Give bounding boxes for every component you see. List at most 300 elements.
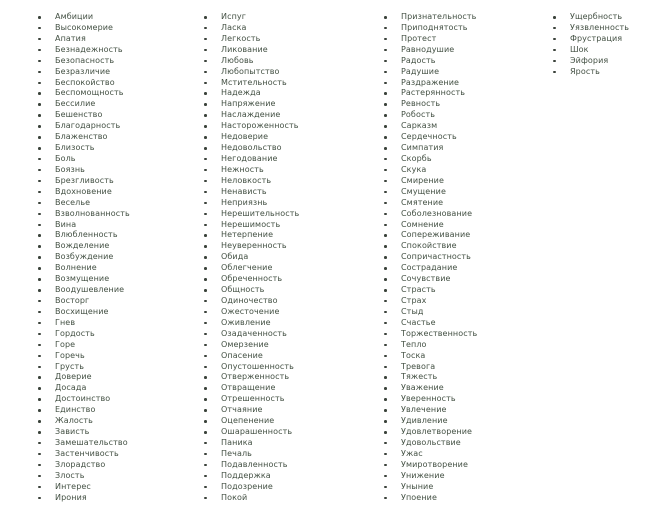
word-label: Отрешенность [221, 394, 285, 404]
list-item [384, 362, 477, 373]
bullet-icon [384, 202, 387, 205]
bullet-icon [204, 278, 207, 281]
word-label: Доверие [55, 372, 92, 382]
list-item [38, 405, 130, 416]
word-label: Упоение [401, 492, 437, 502]
word-label: Бессилие [55, 99, 96, 109]
list-item [38, 56, 130, 67]
word-column-4 [553, 12, 629, 78]
list-item [384, 405, 477, 416]
word-label: Сарказм [401, 121, 438, 131]
word-label: Обреченность [221, 274, 283, 284]
bullet-icon [204, 431, 207, 434]
bullet-icon [384, 71, 387, 74]
word-label: Безразличие [55, 66, 111, 76]
bullet-icon [38, 125, 41, 128]
bullet-icon [384, 289, 387, 292]
bullet-icon [384, 191, 387, 194]
list-item [38, 132, 130, 143]
bullet-icon [553, 60, 556, 63]
bullet-icon [38, 224, 41, 227]
word-label: Достоинство [55, 394, 111, 404]
bullet-icon [384, 278, 387, 281]
list-item [204, 296, 299, 307]
list-item [38, 176, 130, 187]
list-item [384, 12, 477, 23]
list-item [384, 78, 477, 89]
list-item [384, 438, 477, 449]
bullet-icon [384, 475, 387, 478]
bullet-icon [38, 71, 41, 74]
bullet-icon [384, 486, 387, 489]
bullet-icon [384, 376, 387, 379]
word-label: Вожделение [55, 241, 110, 251]
word-label: Неловкость [221, 175, 272, 185]
word-label: Обида [221, 252, 249, 262]
list-item [553, 56, 629, 67]
bullet-icon [384, 311, 387, 314]
word-label: Беспокойство [55, 77, 115, 87]
bullet-icon [384, 387, 387, 390]
word-label: Злость [55, 470, 85, 480]
list-item [38, 274, 130, 285]
bullet-icon [204, 27, 207, 30]
list-item [384, 263, 477, 274]
list-item [384, 45, 477, 56]
bullet-icon [204, 311, 207, 314]
word-label: Жалость [55, 416, 94, 426]
bullet-icon [38, 267, 41, 270]
list-item [384, 471, 477, 482]
bullet-icon [384, 300, 387, 303]
word-label: Взволнованность [55, 208, 130, 218]
list-item [553, 34, 629, 45]
list-item [38, 482, 130, 493]
bullet-icon [204, 147, 207, 150]
bullet-icon [204, 136, 207, 139]
bullet-icon [204, 60, 207, 63]
list-item [204, 252, 299, 263]
list-item [38, 34, 130, 45]
word-label: Настороженность [221, 121, 299, 131]
word-label: Уверенность [401, 394, 456, 404]
word-label: Смирение [401, 175, 444, 185]
bullet-icon [38, 114, 41, 117]
list-item [384, 88, 477, 99]
bullet-icon [204, 322, 207, 325]
list-item [204, 56, 299, 67]
bullet-icon [384, 431, 387, 434]
word-label: Сопереживание [401, 230, 471, 240]
word-label: Нерешимость [221, 219, 281, 229]
list-item [204, 88, 299, 99]
bullet-icon [38, 27, 41, 30]
word-label: Восхищение [55, 306, 109, 316]
word-label: Стыд [401, 306, 424, 316]
bullet-icon [204, 213, 207, 216]
list-item [204, 209, 299, 220]
list-item [38, 351, 130, 362]
word-label: Подозрение [221, 481, 273, 491]
list-item [384, 394, 477, 405]
word-label: Возбуждение [55, 252, 114, 262]
list-item [38, 460, 130, 471]
word-label: Досада [55, 383, 87, 393]
word-label: Боль [55, 153, 76, 163]
word-label: Веселье [55, 197, 91, 207]
bullet-icon [204, 355, 207, 358]
list-item [204, 471, 299, 482]
bullet-icon [384, 16, 387, 19]
word-label: Ликование [221, 44, 268, 54]
list-item [204, 263, 299, 274]
list-item [384, 34, 477, 45]
word-label: Оцепенение [221, 416, 275, 426]
word-label: Замешательство [55, 437, 128, 447]
list-item [38, 416, 130, 427]
word-label: Сомнение [401, 219, 444, 229]
list-item [204, 405, 299, 416]
word-label: Близость [55, 143, 95, 153]
list-item [204, 67, 299, 78]
word-label: Отчаяние [221, 405, 263, 415]
bullet-icon [38, 213, 41, 216]
word-label: Увлечение [401, 405, 447, 415]
bullet-icon [204, 475, 207, 478]
list-item [204, 383, 299, 394]
list-item [204, 438, 299, 449]
word-label: Безопасность [55, 55, 115, 65]
word-label: Симпатия [401, 143, 444, 153]
bullet-icon [384, 409, 387, 412]
list-item [38, 209, 130, 220]
word-label: Ущербность [570, 12, 623, 21]
bullet-icon [204, 256, 207, 259]
list-item [204, 165, 299, 176]
list-item [38, 383, 130, 394]
list-item [204, 23, 299, 34]
list-item [384, 351, 477, 362]
bullet-icon [38, 103, 41, 106]
word-label: Боязнь [55, 164, 85, 174]
list-item [204, 45, 299, 56]
word-label: Мстительность [221, 77, 287, 87]
word-label: Легкость [221, 33, 261, 43]
bullet-icon [204, 158, 207, 161]
word-label: Озадаченность [221, 328, 287, 338]
bullet-icon [384, 464, 387, 467]
word-label: Смятение [401, 197, 444, 207]
list-item [38, 154, 130, 165]
word-label: Печаль [221, 448, 252, 458]
list-item [38, 285, 130, 296]
list-item [204, 416, 299, 427]
bullet-icon [204, 71, 207, 74]
bullet-icon [38, 300, 41, 303]
bullet-icon [204, 486, 207, 489]
bullet-icon [204, 114, 207, 117]
bullet-icon [38, 202, 41, 205]
bullet-icon [204, 169, 207, 172]
word-label: Уныние [401, 481, 434, 491]
word-label: Раздражение [401, 77, 460, 87]
word-label: Сострадание [401, 263, 458, 273]
bullet-icon [384, 420, 387, 423]
bullet-icon [204, 497, 207, 500]
word-label: Уязвленность [570, 22, 630, 32]
list-item [384, 482, 477, 493]
word-label: Оживление [221, 317, 271, 327]
bullet-icon [38, 344, 41, 347]
list-item [384, 307, 477, 318]
bullet-icon [38, 38, 41, 41]
bullet-icon [553, 49, 556, 52]
list-item [38, 263, 130, 274]
word-label: Горечь [55, 350, 85, 360]
list-item [553, 45, 629, 56]
word-label: Блаженство [55, 132, 108, 142]
bullet-icon [38, 49, 41, 52]
bullet-icon [204, 245, 207, 248]
list-item [38, 121, 130, 132]
word-label: Горе [55, 339, 76, 349]
list-item [38, 340, 130, 351]
word-label: Зависть [55, 427, 90, 437]
word-label: Эйфория [570, 55, 609, 65]
bullet-icon [204, 442, 207, 445]
bullet-icon [38, 180, 41, 183]
bullet-icon [38, 147, 41, 150]
list-item [38, 220, 130, 231]
word-label: Общность [221, 285, 265, 295]
bullet-icon [204, 289, 207, 292]
list-item [204, 449, 299, 460]
list-item [204, 230, 299, 241]
bullet-icon [384, 136, 387, 139]
word-label: Робость [401, 110, 436, 120]
bullet-icon [38, 60, 41, 63]
word-label: Покой [221, 492, 248, 502]
list-item [204, 187, 299, 198]
word-label: Беспомощность [55, 88, 124, 98]
bullet-icon [204, 453, 207, 456]
word-label: Неприязнь [221, 197, 268, 207]
list-item [38, 296, 130, 307]
word-label: Смущение [401, 186, 446, 196]
bullet-icon [553, 71, 556, 74]
word-label: Радость [401, 55, 436, 65]
word-label: Паника [221, 437, 253, 447]
bullet-icon [38, 245, 41, 248]
word-label: Бешенство [55, 110, 103, 120]
bullet-icon [38, 486, 41, 489]
list-item [38, 67, 130, 78]
bullet-icon [384, 27, 387, 30]
bullet-icon [204, 103, 207, 106]
list-item [204, 121, 299, 132]
list-item [204, 460, 299, 471]
word-label: Воодушевление [55, 285, 125, 295]
list-item [204, 362, 299, 373]
list-item [204, 110, 299, 121]
list-item [204, 307, 299, 318]
list-item [38, 12, 130, 23]
bullet-icon [38, 420, 41, 423]
list-item [204, 285, 299, 296]
word-label: Волнение [55, 263, 97, 273]
bullet-icon [204, 202, 207, 205]
word-label: Тяжесть [401, 372, 438, 382]
list-item [384, 220, 477, 231]
word-label: Недоверие [221, 132, 269, 142]
word-label: Ожесточение [221, 306, 280, 316]
list-item [384, 23, 477, 34]
bullet-icon [204, 125, 207, 128]
list-item [38, 493, 130, 504]
list-item [204, 99, 299, 110]
list-item [38, 143, 130, 154]
word-label: Восторг [55, 295, 90, 305]
list-item [38, 307, 130, 318]
list-item [38, 241, 130, 252]
list-item [553, 67, 629, 78]
list-item [204, 12, 299, 23]
list-item [384, 110, 477, 121]
bullet-icon [384, 398, 387, 401]
word-label: Безнадежность [55, 44, 123, 54]
word-label: Апатия [55, 33, 86, 43]
list-item [38, 165, 130, 176]
word-label: Напряжение [221, 99, 276, 109]
word-label: Облегчение [221, 263, 273, 273]
word-label: Приподнятость [401, 22, 468, 32]
word-label: Скука [401, 164, 427, 174]
list-item [204, 274, 299, 285]
list-item [38, 99, 130, 110]
list-item [38, 23, 130, 34]
bullet-icon [204, 333, 207, 336]
bullet-icon [384, 125, 387, 128]
bullet-icon [38, 366, 41, 369]
list-item [384, 56, 477, 67]
list-item [38, 471, 130, 482]
word-label: Одиночество [221, 295, 278, 305]
list-item [384, 209, 477, 220]
bullet-icon [204, 224, 207, 227]
bullet-icon [38, 311, 41, 314]
bullet-icon [384, 234, 387, 237]
word-column-2 [204, 12, 299, 503]
list-item [384, 154, 477, 165]
word-label: Любовь [221, 55, 254, 65]
bullet-icon [204, 464, 207, 467]
bullet-icon [38, 398, 41, 401]
bullet-icon [38, 453, 41, 456]
list-item [384, 449, 477, 460]
word-label: Фрустрация [570, 33, 623, 43]
word-label: Злорадство [55, 459, 106, 469]
list-item [384, 143, 477, 154]
word-label: Соболезнование [401, 208, 473, 218]
word-label: Равнодушие [401, 44, 455, 54]
bullet-icon [384, 82, 387, 85]
list-item [384, 99, 477, 110]
list-item [38, 88, 130, 99]
bullet-icon [384, 366, 387, 369]
word-column-1 [38, 12, 130, 503]
list-item [38, 427, 130, 438]
list-item [384, 460, 477, 471]
bullet-icon [384, 267, 387, 270]
bullet-icon [38, 92, 41, 95]
word-label: Нежность [221, 164, 264, 174]
list-item [384, 132, 477, 143]
bullet-icon [204, 38, 207, 41]
word-label: Удовольствие [401, 437, 461, 447]
list-item [38, 362, 130, 373]
bullet-icon [384, 256, 387, 259]
word-label: Испуг [221, 12, 247, 21]
word-label: Вина [55, 219, 77, 229]
list-item [384, 67, 477, 78]
word-label: Отверженность [221, 372, 290, 382]
word-label: Грусть [55, 361, 85, 371]
bullet-icon [38, 464, 41, 467]
word-label: Ненависть [221, 186, 267, 196]
list-item [384, 318, 477, 329]
word-label: Подавленность [221, 459, 288, 469]
bullet-icon [384, 38, 387, 41]
bullet-icon [38, 409, 41, 412]
word-label: Гнев [55, 317, 76, 327]
bullet-icon [384, 147, 387, 150]
bullet-icon [204, 234, 207, 237]
word-label: Удовлетворение [401, 427, 473, 437]
bullet-icon [38, 278, 41, 281]
bullet-icon [204, 366, 207, 369]
word-label: Возмущение [55, 274, 110, 284]
list-item [204, 394, 299, 405]
list-item [38, 438, 130, 449]
word-label: Унижение [401, 470, 445, 480]
list-item [204, 176, 299, 187]
bullet-icon [204, 387, 207, 390]
bullet-icon [204, 82, 207, 85]
bullet-icon [384, 453, 387, 456]
list-item [384, 416, 477, 427]
bullet-icon [38, 355, 41, 358]
bullet-icon [384, 169, 387, 172]
list-item [38, 372, 130, 383]
word-label: Застенчивость [55, 448, 119, 458]
bullet-icon [384, 114, 387, 117]
word-label: Сочувствие [401, 274, 451, 284]
bullet-icon [38, 387, 41, 390]
word-label: Омерзение [221, 339, 269, 349]
word-label: Недовольство [221, 143, 282, 153]
bullet-icon [384, 180, 387, 183]
bullet-icon [384, 60, 387, 63]
list-item [38, 318, 130, 329]
list-item [204, 318, 299, 329]
bullet-icon [384, 497, 387, 500]
word-label: Умиротворение [401, 459, 469, 469]
word-label: Нерешительность [221, 208, 300, 218]
word-label: Ужас [401, 448, 423, 458]
bullet-icon [204, 420, 207, 423]
word-label: Шок [570, 44, 589, 54]
list-item [384, 372, 477, 383]
